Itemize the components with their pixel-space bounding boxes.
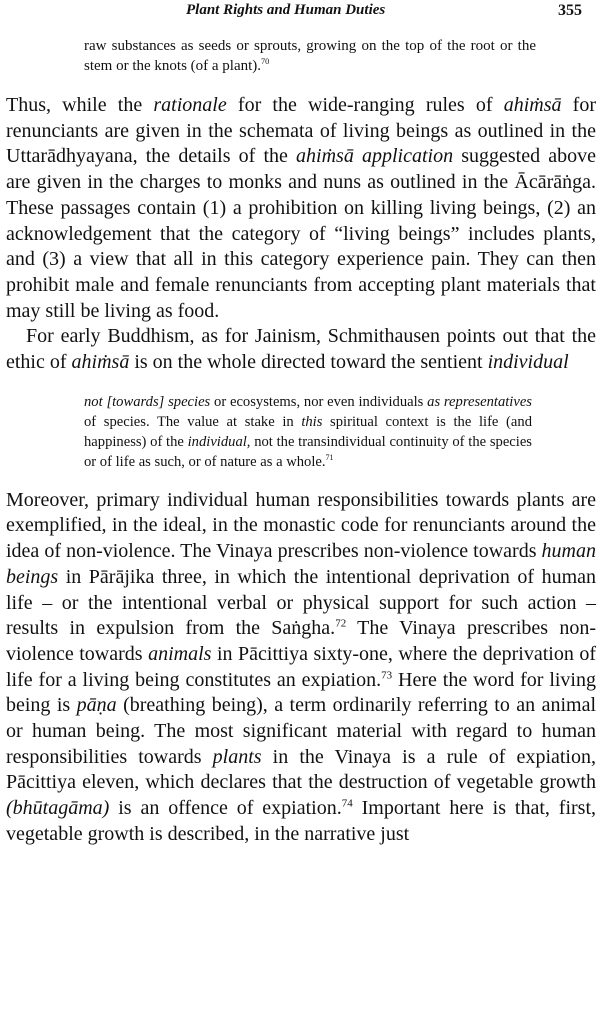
- text-run: in the Vinaya is a rule of expiation, Pācittiya eleven, which declares that the destruction of vegetable growth: [6, 745, 596, 794]
- text-run: not the transindividual continuity of the species or of life as such, or of nature as a whole.: [84, 433, 532, 470]
- italic-run: not [towards] species: [84, 393, 211, 410]
- italic-run: pāṇa: [76, 694, 117, 717]
- italic-run: human beings: [6, 540, 596, 588]
- italic-run: rationale: [153, 94, 227, 116]
- text-run: of species. The value at stake in: [84, 413, 302, 430]
- running-title: Plant Rights and Human Duties: [186, 2, 386, 18]
- footnote-ref: 71: [325, 452, 334, 462]
- italic-run: plants: [212, 745, 262, 768]
- footnote-ref: 73: [381, 669, 393, 681]
- italic-run: as representatives: [427, 393, 532, 410]
- italic-run: individual,: [187, 433, 251, 450]
- text-run: for renunciants are given in the schemata of living beings as outlined in the Uttarādhyayana, the details of the: [6, 94, 596, 168]
- text-run: Moreover, primary individual human responsibilities towards plants are exemplified, in the ideal, in the monastic code for renunciants around the idea of non-violence. The Vinaya prescribes non-violence towards: [6, 488, 596, 563]
- text-run: Important here is that, first, vegetable growth is described, in the narrative just: [6, 797, 597, 845]
- text-run: The Vinaya prescribes non-violence towards: [6, 617, 596, 665]
- quote-text: raw substances as seeds or sprouts, growing on the top of the root or the stem or the knots (of a plant).: [84, 38, 536, 74]
- italic-run: this: [301, 413, 323, 430]
- italic-run: animals: [148, 642, 212, 665]
- text-run: suggested above are given in the charges to monks and nuns as outlined in the Ācārāṅga. These passages contain (1) a prohibition on killing living beings, (2) an acknowledgement that the category of “living beings” includes plants, and (3) a view that all in this category experience pain. They can then prohibit male and female renunciants from accepting plant materials that may still be living as food.: [6, 145, 596, 322]
- page-header: [6, 2, 596, 26]
- body-paragraph-1: [6, 93, 596, 324]
- text-run: Thus, while the: [6, 94, 154, 116]
- italic-run: (bhūtagāma): [6, 797, 110, 820]
- text-run: in Pārājika three, in which the intentional deprivation of human life – or the intentional verbal or physical support for such action – results in expulsion from the Saṅgha.: [6, 565, 596, 640]
- footnote-ref: 74: [341, 797, 353, 810]
- text-run: is an offence of expiation.: [109, 797, 342, 820]
- text-run: is on the whole directed toward the sentient: [129, 351, 488, 374]
- body-paragraph-3: [6, 488, 596, 848]
- footnote-ref: 72: [335, 617, 347, 630]
- italic-run: ahiṁsā: [503, 94, 562, 116]
- text-run: in Pācittiya sixty-one, where the deprivation of life for a living being constitutes an expiation.: [6, 642, 596, 691]
- text-run: Here the word for living being is: [6, 668, 596, 717]
- text-run: or ecosystems, nor even individuals: [210, 393, 428, 410]
- text-run: (breathing being), a term ordinarily referring to an animal or human being. The most significant material with regard to human responsibilities towards: [6, 694, 596, 768]
- page-number: 355: [558, 2, 582, 19]
- body-paragraph-2: [6, 324, 596, 375]
- italic-run: ahiṁsā application: [296, 145, 454, 168]
- text-run: For early Buddhism, as for Jainism, Schmithausen points out that the ethic of: [6, 325, 596, 374]
- italic-run: ahiṁsā: [71, 351, 130, 374]
- text-run: for the wide-ranging rules of: [226, 94, 504, 116]
- footnote-ref: 70: [261, 57, 270, 66]
- block-quote-continued: [84, 36, 536, 76]
- text-run: spiritual context is the life (and happiness) of the: [84, 413, 532, 450]
- block-quote: [84, 392, 532, 472]
- italic-run: individual: [487, 351, 569, 374]
